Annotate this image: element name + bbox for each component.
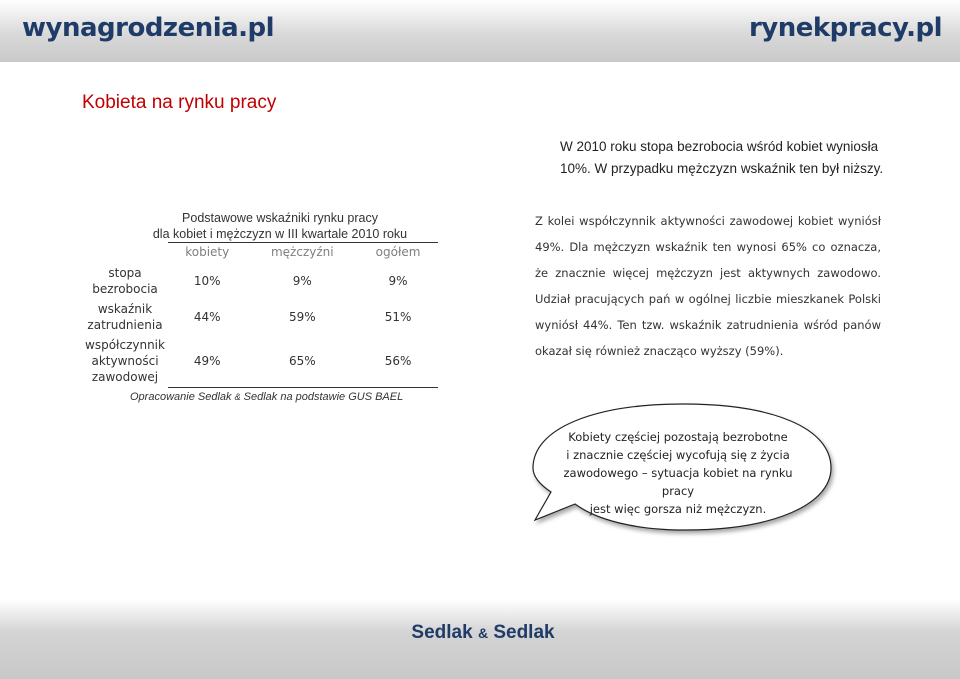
stats-table-block: [82, 210, 442, 403]
cell-value: 10%: [193, 274, 221, 288]
table-row: [82, 299, 438, 335]
table-source: [130, 391, 442, 403]
row-label-employment: wskaźnik zatrudnienia: [87, 302, 163, 332]
table-title-line2: dla kobiet i mężczyzn w III kwartale 2010 roku: [152, 227, 408, 241]
source-text-post: Sedlak na podstawie GUS BAEL: [240, 390, 404, 403]
body-paragraph-1: Z kolei współczynnik aktywności zawodowej kobiet wyniósł 49%. Dla mężczyzn wskaźnik ten wynosi 65% co oznacza, że znacznie więcej mężczyzn jest aktywnych zawodowo.: [535, 214, 881, 280]
header-blank: [82, 243, 168, 264]
bottom-banner: [0, 600, 960, 679]
col-header-total: ogółem: [358, 243, 438, 264]
footer-brand-post: Sedlak: [488, 622, 555, 643]
footer-brand-pre: Sedlak: [411, 622, 478, 643]
cell-value: 9%: [292, 274, 312, 288]
brand-logo-rynekpracy[interactable]: rynekpracy.pl: [748, 13, 942, 43]
callout-line-2: i znacznie częściej wycofują się z życia: [566, 448, 790, 462]
callout-line-1: Kobiety częściej pozostają bezrobotne: [568, 430, 788, 444]
page-title: Kobieta na rynku pracy: [82, 92, 277, 113]
source-text-pre: Opracowanie Sedlak: [130, 390, 235, 403]
cell-value: 44%: [193, 310, 221, 324]
top-banner: [0, 0, 960, 62]
row-label-unemployment: stopa bezrobocia: [92, 266, 158, 296]
table-row: [82, 335, 438, 387]
source-amp: &: [234, 391, 241, 402]
cell-value: 51%: [384, 310, 412, 324]
table-title: [130, 210, 430, 242]
col-header-men: mężczyźni: [246, 243, 358, 264]
cell-value: 59%: [288, 310, 316, 324]
body-paragraph-2: Udział pracujących pań w ogólnej liczbie mieszkanek Polski wyniósł 44%. Ten tzw. wskaźnik zatrudnienia wśród panów okazał się również znacząco wyższy (59%).: [535, 292, 881, 358]
footer-brand-logo[interactable]: [0, 622, 960, 644]
brand-logo-wynagrodzenia[interactable]: wynagrodzenia.pl: [22, 13, 275, 43]
callout-text: [553, 428, 803, 518]
callout-line-3: zawodowego – sytuacja kobiet na rynku pracy: [563, 466, 793, 498]
table-row: [82, 263, 438, 299]
callout-line-4: jest więc gorsza niż mężczyzn.: [589, 502, 767, 516]
table-title-line1: Podstawowe wskaźniki rynku pracy: [182, 211, 378, 225]
row-label-activity: współczynnik aktywności zawodowej: [85, 338, 165, 384]
body-text: [535, 208, 881, 364]
cell-value: 65%: [246, 335, 358, 387]
cell-value: 49%: [168, 335, 246, 387]
speech-bubble-callout: [493, 392, 893, 540]
stats-table: [82, 242, 438, 388]
col-header-women: kobiety: [168, 243, 246, 264]
intro-text: W 2010 roku stopa bezrobocia wśród kobiet wyniosła 10%. W przypadku mężczyzn wskaźnik ten był niższy.: [560, 139, 884, 176]
cell-value: 56%: [358, 335, 438, 387]
table-header-row: [82, 243, 438, 264]
footer-brand-amp: &: [477, 625, 489, 641]
cell-value: 9%: [388, 274, 408, 288]
